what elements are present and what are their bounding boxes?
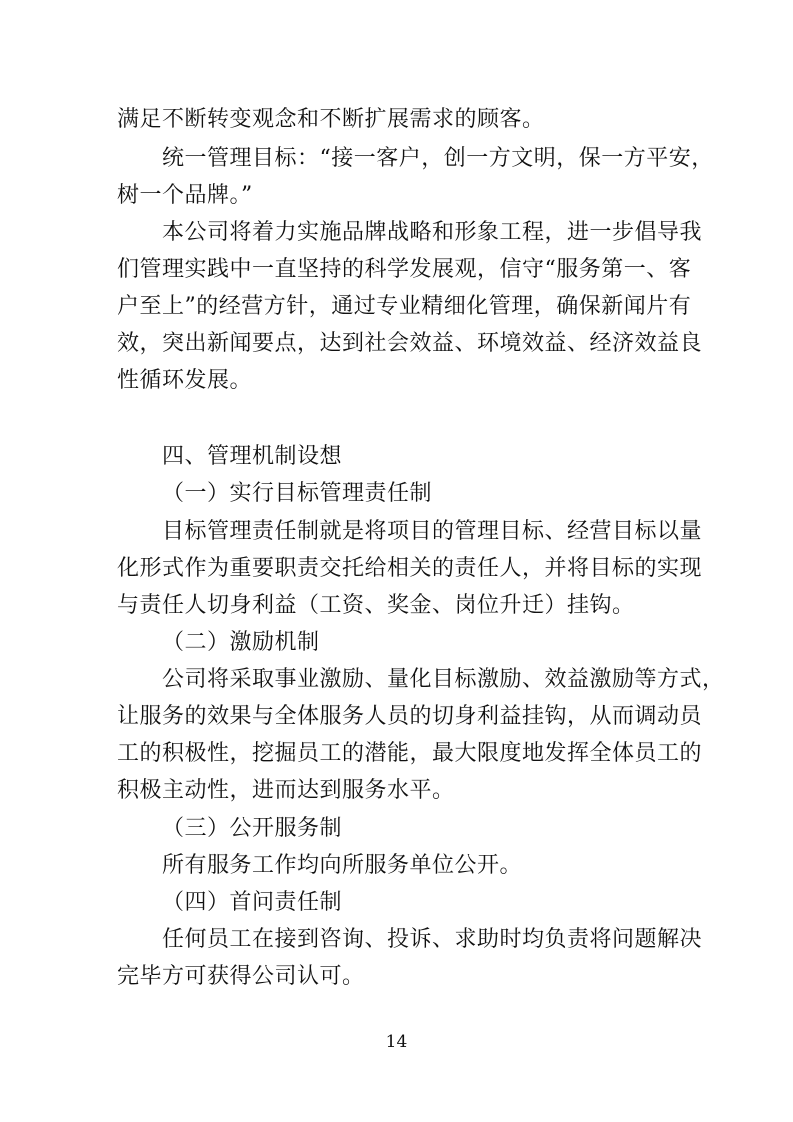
text-line: 所有服务工作均向所服务单位公开。 (162, 853, 523, 878)
text-line: 完毕方可获得公司认可。 (117, 964, 365, 989)
text-line: 统一管理目标：“接一客户，创一方文明，保一方平安， (162, 146, 714, 171)
text-line: 树一个品牌。” (117, 183, 253, 208)
page-number: 14 (385, 1032, 408, 1052)
text-line: 们管理实践中一直坚持的科学发展观，信守“服务第一、客 (117, 257, 692, 282)
text-line: 积极主动性，进而达到服务水平。 (117, 778, 455, 803)
text-line: 公司将采取事业激励、量化目标激励、效益激励等方式， (162, 667, 725, 692)
section-heading: 四、管理机制设想 (162, 444, 343, 469)
text-line: 户至上”的经营方针，通过专业精细化管理，确保新闻片有 (117, 294, 692, 319)
text-line: 化形式作为重要职责交托给相关的责任人，并将目标的实现 (117, 556, 703, 581)
subsection-heading: （三）公开服务制 (162, 816, 343, 841)
subsection-heading: （四）首问责任制 (162, 890, 343, 915)
text-line: 满足不断转变观念和不断扩展需求的顾客。 (117, 107, 545, 132)
subsection-heading: （一）实行目标管理责任制 (162, 481, 433, 506)
text-line: 目标管理责任制就是将项目的管理目标、经营目标以量 (162, 519, 703, 544)
text-line: 本公司将着力实施品牌战略和形象工程，进一步倡导我 (162, 220, 703, 245)
subsection-heading: （二）激励机制 (162, 630, 320, 655)
text-line: 工的积极性，挖掘员工的潜能，最大限度地发挥全体员工的 (117, 741, 703, 766)
text-line: 让服务的效果与全体服务人员的切身利益挂钩，从而调动员 (117, 704, 703, 729)
text-line: 效，突出新闻要点，达到社会效益、环境效益、经济效益良 (117, 331, 703, 356)
text-line: 与责任人切身利益（工资、奖金、岗位升迁）挂钩。 (117, 593, 635, 618)
text-line: 性循环发展。 (117, 368, 253, 393)
text-line: 任何员工在接到咨询、投诉、求助时均负责将问题解决 (162, 927, 703, 952)
